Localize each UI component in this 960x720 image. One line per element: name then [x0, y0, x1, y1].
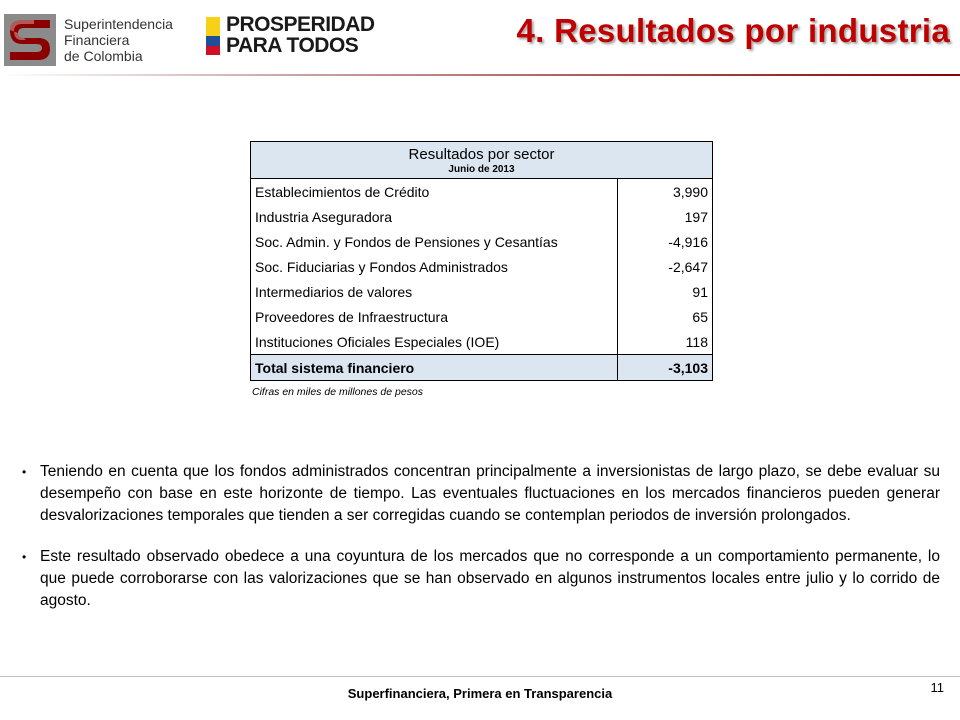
sector-label: Instituciones Oficiales Especiales (IOE) — [251, 329, 618, 355]
bullet-text: Este resultado observado obedece a una coyuntura de los mercados que no corresponde a un comportamiento permanente, lo que puede corroborarse con las valorizaciones que se han observado en algunos instrumentos locales entre julio y lo corrido de agosto. — [40, 548, 940, 609]
table-total-row — [251, 355, 713, 381]
colombia-flag-icon — [206, 17, 220, 55]
sector-label: Intermediarios de valores — [251, 279, 618, 304]
sector-value: 118 — [618, 329, 713, 355]
bullet-item — [22, 461, 940, 527]
page-number: 11 — [930, 680, 944, 695]
sector-label: Soc. Fiduciarias y Fondos Administrados — [251, 254, 618, 279]
footer-divider — [0, 676, 960, 677]
sector-label: Proveedores de Infraestructura — [251, 304, 618, 329]
footer-text: Superfinanciera, Primera en Transparencia — [347, 686, 613, 701]
sector-value: 197 — [618, 204, 713, 229]
superfinanciera-logo-icon — [4, 14, 56, 66]
table-row — [251, 204, 713, 229]
superfinanciera-logo — [0, 8, 180, 66]
superfinanciera-logo-text — [64, 16, 173, 64]
sector-label: Industria Aseguradora — [251, 204, 618, 229]
table-note: Cifras en miles de millones de pesos — [252, 386, 423, 398]
slide-title: 4. Resultados por industria — [516, 12, 950, 49]
logo-line-3: de Colombia — [64, 48, 143, 64]
sector-value: -2,647 — [618, 254, 713, 279]
table-row — [251, 179, 713, 205]
prosperidad-logo-text — [226, 14, 375, 56]
table-row — [251, 254, 713, 279]
table-row — [251, 229, 713, 254]
header-divider — [0, 74, 960, 76]
sector-value: 3,990 — [618, 179, 713, 205]
bullet-marker-icon: • — [22, 550, 27, 564]
sector-value: -4,916 — [618, 229, 713, 254]
logo-line-1: Superintendencia — [64, 16, 173, 32]
bullet-list — [22, 461, 940, 631]
table-body — [251, 179, 713, 381]
pros-line-1: PROSPERIDAD — [226, 13, 375, 36]
table-row — [251, 329, 713, 355]
bullet-marker-icon: • — [22, 465, 27, 479]
table-row — [251, 304, 713, 329]
total-label: Total sistema financiero — [251, 355, 618, 381]
total-value: -3,103 — [618, 355, 713, 381]
table-title: Resultados por sector — [408, 145, 555, 163]
pros-line-2: PARA TODOS — [226, 34, 359, 57]
table-subtitle: Junio de 2013 — [448, 163, 515, 175]
results-table — [250, 141, 713, 381]
bullet-text: Teniendo en cuenta que los fondos administrados concentran principalmente a inversionistas de largo plazo, se debe evaluar su desempeño con base en este horizonte de tiempo. Las eventuales fluctuaciones en los mercados financieros pueden generar desvalorizaciones temporales que tienden a ser corregidas cuando se contemplan periodos de inversión prolongados. — [40, 463, 940, 524]
logo-line-2: Financiera — [64, 32, 130, 48]
table-header — [251, 142, 713, 179]
table-row — [251, 279, 713, 304]
sector-label: Establecimientos de Crédito — [251, 179, 618, 205]
sector-label: Soc. Admin. y Fondos de Pensiones y Cesantías — [251, 229, 618, 254]
sector-value: 65 — [618, 304, 713, 329]
prosperidad-logo — [206, 13, 375, 62]
bullet-item — [22, 546, 940, 612]
sector-value: 91 — [618, 279, 713, 304]
